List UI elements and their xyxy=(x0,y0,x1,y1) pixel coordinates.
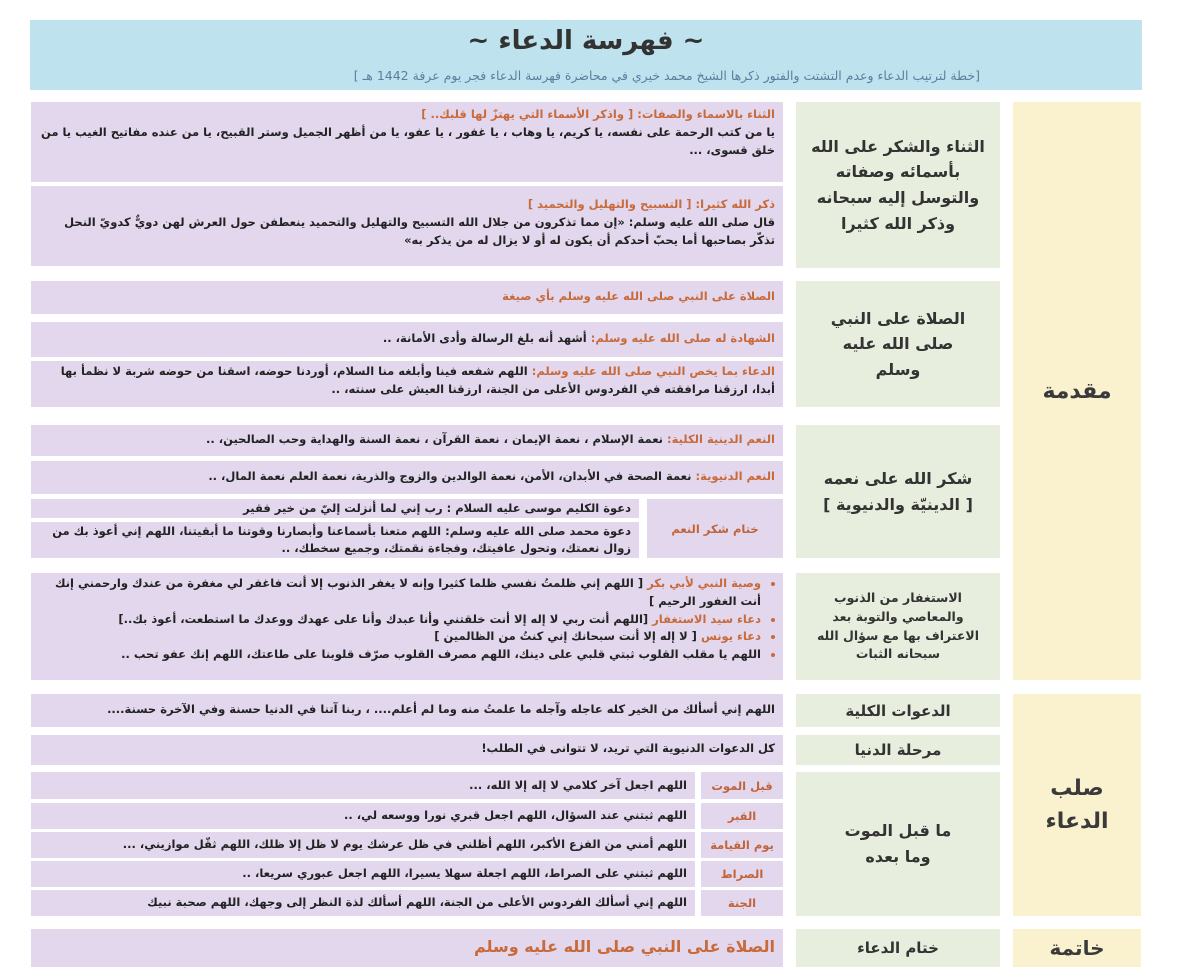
page-subtitle: [خطة لترتيب الدعاء وعدم التشتت والفتور ذكرها الشيخ محمد خيري في محاضرة فهرسة الدعاء فجر يوم عرفة 1442 هـ ] xyxy=(353,68,980,83)
list-item-label: دعاء يونس xyxy=(700,629,761,644)
topic-salat-nabi: الصلاة على النبي صلى الله عليه وسلم xyxy=(796,281,1000,407)
box-praise-names-text: يا من كتب الرحمة على نفسه، يا كريم، يا وهاب ، يا غفور ، يا عفو، يا من أظهر الجميل وستر القبيح، يا من عنده مفاتيح الغيب يا من خلق قسوى، ... xyxy=(40,124,775,157)
box-paradise: اللهم إني أسألك الفردوس الأعلى من الجنة، اللهم أسألك لذة النظر إلى وجهك، اللهم صحبة نبيك xyxy=(31,890,695,916)
box-dhikr xyxy=(31,186,783,266)
box-dua-nabi-label: الدعاء بما يخص النبي صلى الله عليه وسلم: xyxy=(531,364,775,378)
list-item xyxy=(39,646,761,664)
list-item-text: اللهم يا مقلب القلوب ثبتي قلبي على دينك، اللهم مصرف القلوب صرّف قلوبنا على طاعتك، اللهم إنك عفو تحب .. xyxy=(121,647,761,662)
page-title: ~ فهرسة الدعاء ~ xyxy=(467,26,705,56)
box-worldly-blessings-label: النعم الدنيوية: xyxy=(695,469,775,483)
topic-death: ما قبل الموت وما بعده xyxy=(796,772,1000,916)
box-istighfar-list xyxy=(31,573,783,680)
list-item xyxy=(39,575,761,611)
list-item-text: [اللهم أنت ربي لا إله إلا أنت خلقتني وأنا عبدك وأنا على عهدك ووعدك ما استطعت، أعوذ بك..] xyxy=(118,611,649,626)
section-ending: خاتمة xyxy=(1013,929,1141,967)
box-dhikr-label: ذكر الله كثيرا: [ التسبيح والتهليل والتحميد ] xyxy=(527,197,775,211)
list-item xyxy=(39,628,761,646)
list-item-label: وصية النبي لأبي بكر xyxy=(647,576,761,590)
box-resurrection: اللهم أمني من الفزع الأكبر، اللهم أظلني في ظل عرشك يوم لا ظل إلا ظلك، اللهم ثقّل موازيني، ... xyxy=(31,832,695,858)
box-religious-blessings-label: النعم الدينية الكلية: xyxy=(667,432,775,446)
topic-gratitude xyxy=(796,425,1000,558)
box-praise-names xyxy=(31,102,783,182)
box-praise-names-label: الثناء بالاسماء والصفات: [ واذكر الأسماء التي يهتزّ لها قلبك.. ] xyxy=(421,107,775,121)
box-sirat: اللهم ثبتني على الصراط، اللهم اجعلة سهلا يسيرا، اللهم اجعل عبوري سريعا، .. xyxy=(31,861,695,887)
tag-gratitude-closing: ختام شكر النعم xyxy=(647,499,783,558)
tag-paradise: الجنة xyxy=(701,890,783,916)
list-item xyxy=(39,611,761,629)
section-intro: مقدمة xyxy=(1013,102,1141,680)
list-item-text: [ اللهم إني ظلمتُ نفسي ظلما كثيرا وإنه لا يغفر الذنوب إلا أنت فاغفر لي مغفرة من عندك وارحمني إنك أنت الغفور الرحيم ] xyxy=(54,576,761,608)
box-religious-blessings xyxy=(31,425,783,456)
tag-grave: القبر xyxy=(701,803,783,829)
header-banner xyxy=(30,20,1142,90)
topic-gratitude-title: شكر الله على نعمه xyxy=(823,468,973,488)
box-general-duas: اللهم إني أسألك من الخير كله عاجله وآجله ما علمتُ منه وما لم أعلم.... ، ربنا آتنا في الدنيا حسنة وفي الآخرة حسنة.... xyxy=(31,694,783,727)
box-closing-salat: الصلاة على النبي صلى الله عليه وسلم xyxy=(31,929,783,967)
box-religious-blessings-text: نعمة الإسلام ، نعمة الإيمان ، نعمة القرآن ، نعمة السنة والهداية وحب الصالحين، .. xyxy=(206,432,664,446)
box-grave: اللهم ثبتني عند السؤال، اللهم اجعل قبري نورا ووسعه لي، .. xyxy=(31,803,695,829)
topic-dunya: مرحلة الدنيا xyxy=(796,735,1000,765)
box-dua-nabi-text: اللهم شفعه فينا وأبلغه منا السلام، أوردنا حوضه، اسقنا من حوضه شربة لا نظمأ بها أبدا، ارزقنا مرافقته في الفردوس الأعلى من الجنة، ارزقنا العيش على سنته، .. xyxy=(60,364,775,396)
topic-general-duas: الدعوات الكلية xyxy=(796,694,1000,727)
tag-resurrection: يوم القيامة xyxy=(701,832,783,858)
topic-closing: ختام الدعاء xyxy=(796,929,1000,967)
list-item-text: [ لا إله إلا أنت سبحانك إني كنتُ من الظالمين ] xyxy=(434,629,697,644)
box-musa-dua: دعوة الكليم موسى عليه السلام : رب إني لما أنزلت إليّ من خير فقير xyxy=(31,499,639,518)
topic-istighfar: الاستغفار من الذنوب والمعاصي والتوبة بعد الاعتراف بها مع سؤال الله سبحانه الثبات xyxy=(796,573,1000,680)
box-shahada-label: الشهادة له صلى الله عليه وسلم: xyxy=(590,331,775,345)
box-dunya: كل الدعوات الدنيوية التي تريد، لا تتوانى في الطلب! xyxy=(31,735,783,765)
tag-sirat: الصراط xyxy=(701,861,783,887)
tag-before-death: قبل الموت xyxy=(701,772,783,799)
box-muhammad-dua: دعوة محمد صلى الله عليه وسلم: اللهم متعنا بأسماعنا وأبصارنا وقوتنا ما أبقيتنا، اللهم إني أعوذ بك من زوال نعمتك، وتحول عافيتك، وفجاءة نقمتك، وجميع سخطك، .. xyxy=(31,522,639,558)
box-before-death: اللهم اجعل آخر كلامي لا إله إلا الله، ... xyxy=(31,772,695,799)
box-shahada xyxy=(31,322,783,357)
box-worldly-blessings-text: نعمة الصحة في الأبدان، الأمن، نعمة الوالدين والزوج والذرية، نعمة العلم نعمة المال، .. xyxy=(208,469,692,483)
box-worldly-blessings xyxy=(31,461,783,494)
box-dhikr-text: قال صلى الله عليه وسلم: «إن مما تذكرون من جلال الله التسبيح والتهليل والتحميد ينعطفن حول العرش لهن دويٌّ كدويّ النحل تذكّر بصاحبها أما يحبّ أحدكم أن يكون له أو لا يزال له من يذكر به» xyxy=(64,214,775,247)
box-shahada-text: أشهد أنه بلغ الرسالة وأدى الأمانة، .. xyxy=(382,331,587,345)
topic-praise: الثناء والشكر على الله بأسمائه وصفاته والتوسل إليه سبحانه وذكر الله كثيرا xyxy=(796,102,1000,268)
topic-gratitude-sub: [ الدينيّة والدنيوية ] xyxy=(823,494,973,514)
section-body: صلب الدعاء xyxy=(1013,694,1141,916)
box-salat-any: الصلاة على النبي صلى الله عليه وسلم بأي صيغة xyxy=(31,281,783,314)
box-dua-nabi xyxy=(31,361,783,407)
list-item-label: دعاء سيد الاستغفار xyxy=(652,611,761,626)
